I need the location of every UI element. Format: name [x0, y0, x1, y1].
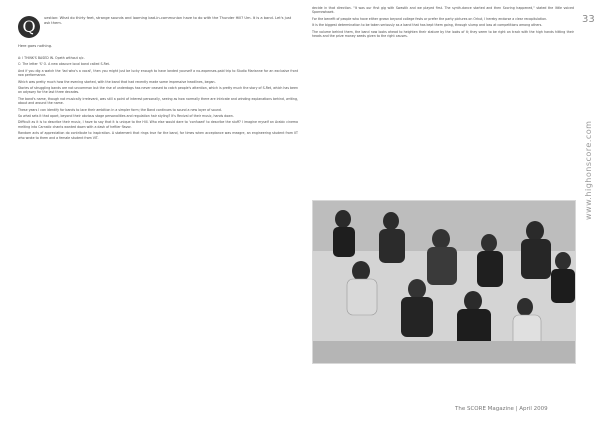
footer-caption: The SCORE Magazine | April 2009	[455, 406, 548, 412]
left-paragraph-7: These years I can identify for bands to lace their ambition in a simpler form; the Band continues to sound a new layer of sound.	[18, 107, 222, 112]
right-paragraph-2: For the benefit of people who have either grown beyond college fests or prefer the party pictures on Orkut, I hereby endorse a clear recapitulation.	[312, 16, 548, 21]
band-photo-illustration	[313, 201, 575, 363]
left-paragraph-1: A: I THINK'S BASED IN. Opeth without a/c.	[18, 56, 85, 60]
left-paragraph-5: Stories of struggling bands are not uncommon but the rise of underdogs has never ceased to catch people's attention, which is pretty much the story of S-Ret, which has been an odyssey for the last three decades.	[18, 86, 298, 95]
drop-cap-badge: Q	[18, 16, 40, 38]
left-column	[18, 56, 298, 142]
intro-paragraph: uestion: What do thirty feet, strange sounds and looming bad-in-communion have to do with the Thunder Hill? Um. It is a band. Let's just ask them.	[44, 16, 292, 25]
page-number: 33	[582, 14, 595, 25]
band-photo	[312, 200, 576, 364]
left-paragraph-4: Which was pretty much how the evening started, with the band that had recently made some impressive headlines, began.	[18, 79, 216, 84]
right-paragraph-3: It is the biggest determination to be taken seriously as a band that has kept them going, through slump and loss at competitions among others.	[312, 23, 543, 28]
side-url[interactable]: www.highonscore.com	[584, 120, 593, 220]
left-paragraph-2: C: The letter 'S' O. A new obscure local band called S-Ret.	[18, 62, 110, 67]
left-paragraph-3: And if you dig a watch the 'lad who's a vocal', then you might just be lucky enough to have landed yourself a no-expenses-paid trip to Studio Marianne for an exclusive front row performance.	[18, 68, 298, 78]
left-paragraph-9: Difficult as it is to describe their music, I have to say that it is unique to the Hill. Who else would dare to 'confused' to describe the stuff? I imagine myself an Arabic cinema melting into Carnatic chants wanted down with a dash of heftier flavor.	[18, 120, 298, 129]
right-column	[312, 6, 574, 40]
left-paragraph-6: The band's name, though not musically irrelevant, was still a point of interest personally, seeing as how normally there are intricate and winding explanations behind, writing, about and around the name.	[18, 96, 298, 106]
right-paragraph-1: decide in that direction. "It was our first gig with Swastik and we played first. The synth-dance started and then Scoring happened," stated the little voiced Sparrowhawk.	[312, 6, 574, 15]
right-paragraph-4: The volume behind them, the band now looks ahead to heighten their stature by the looks of it; they seem to be right on track with the high hands hitting their heads and the prize money seeds given to the right causes.	[312, 29, 574, 39]
left-paragraph-10: Random acts of appreciation do contribute to inspiration. A statement that rings true for the band, for times when acceptance was meagre, an engineering student from IIT who wrote to them and a female student from VIT.	[18, 131, 298, 140]
intro-continuation: Here goes nothing.	[18, 44, 53, 48]
left-paragraph-8: So what sets it that apart, beyond their obvious stage personalities and regulation hair styling? It's Revival of their music, hands down.	[18, 114, 234, 119]
